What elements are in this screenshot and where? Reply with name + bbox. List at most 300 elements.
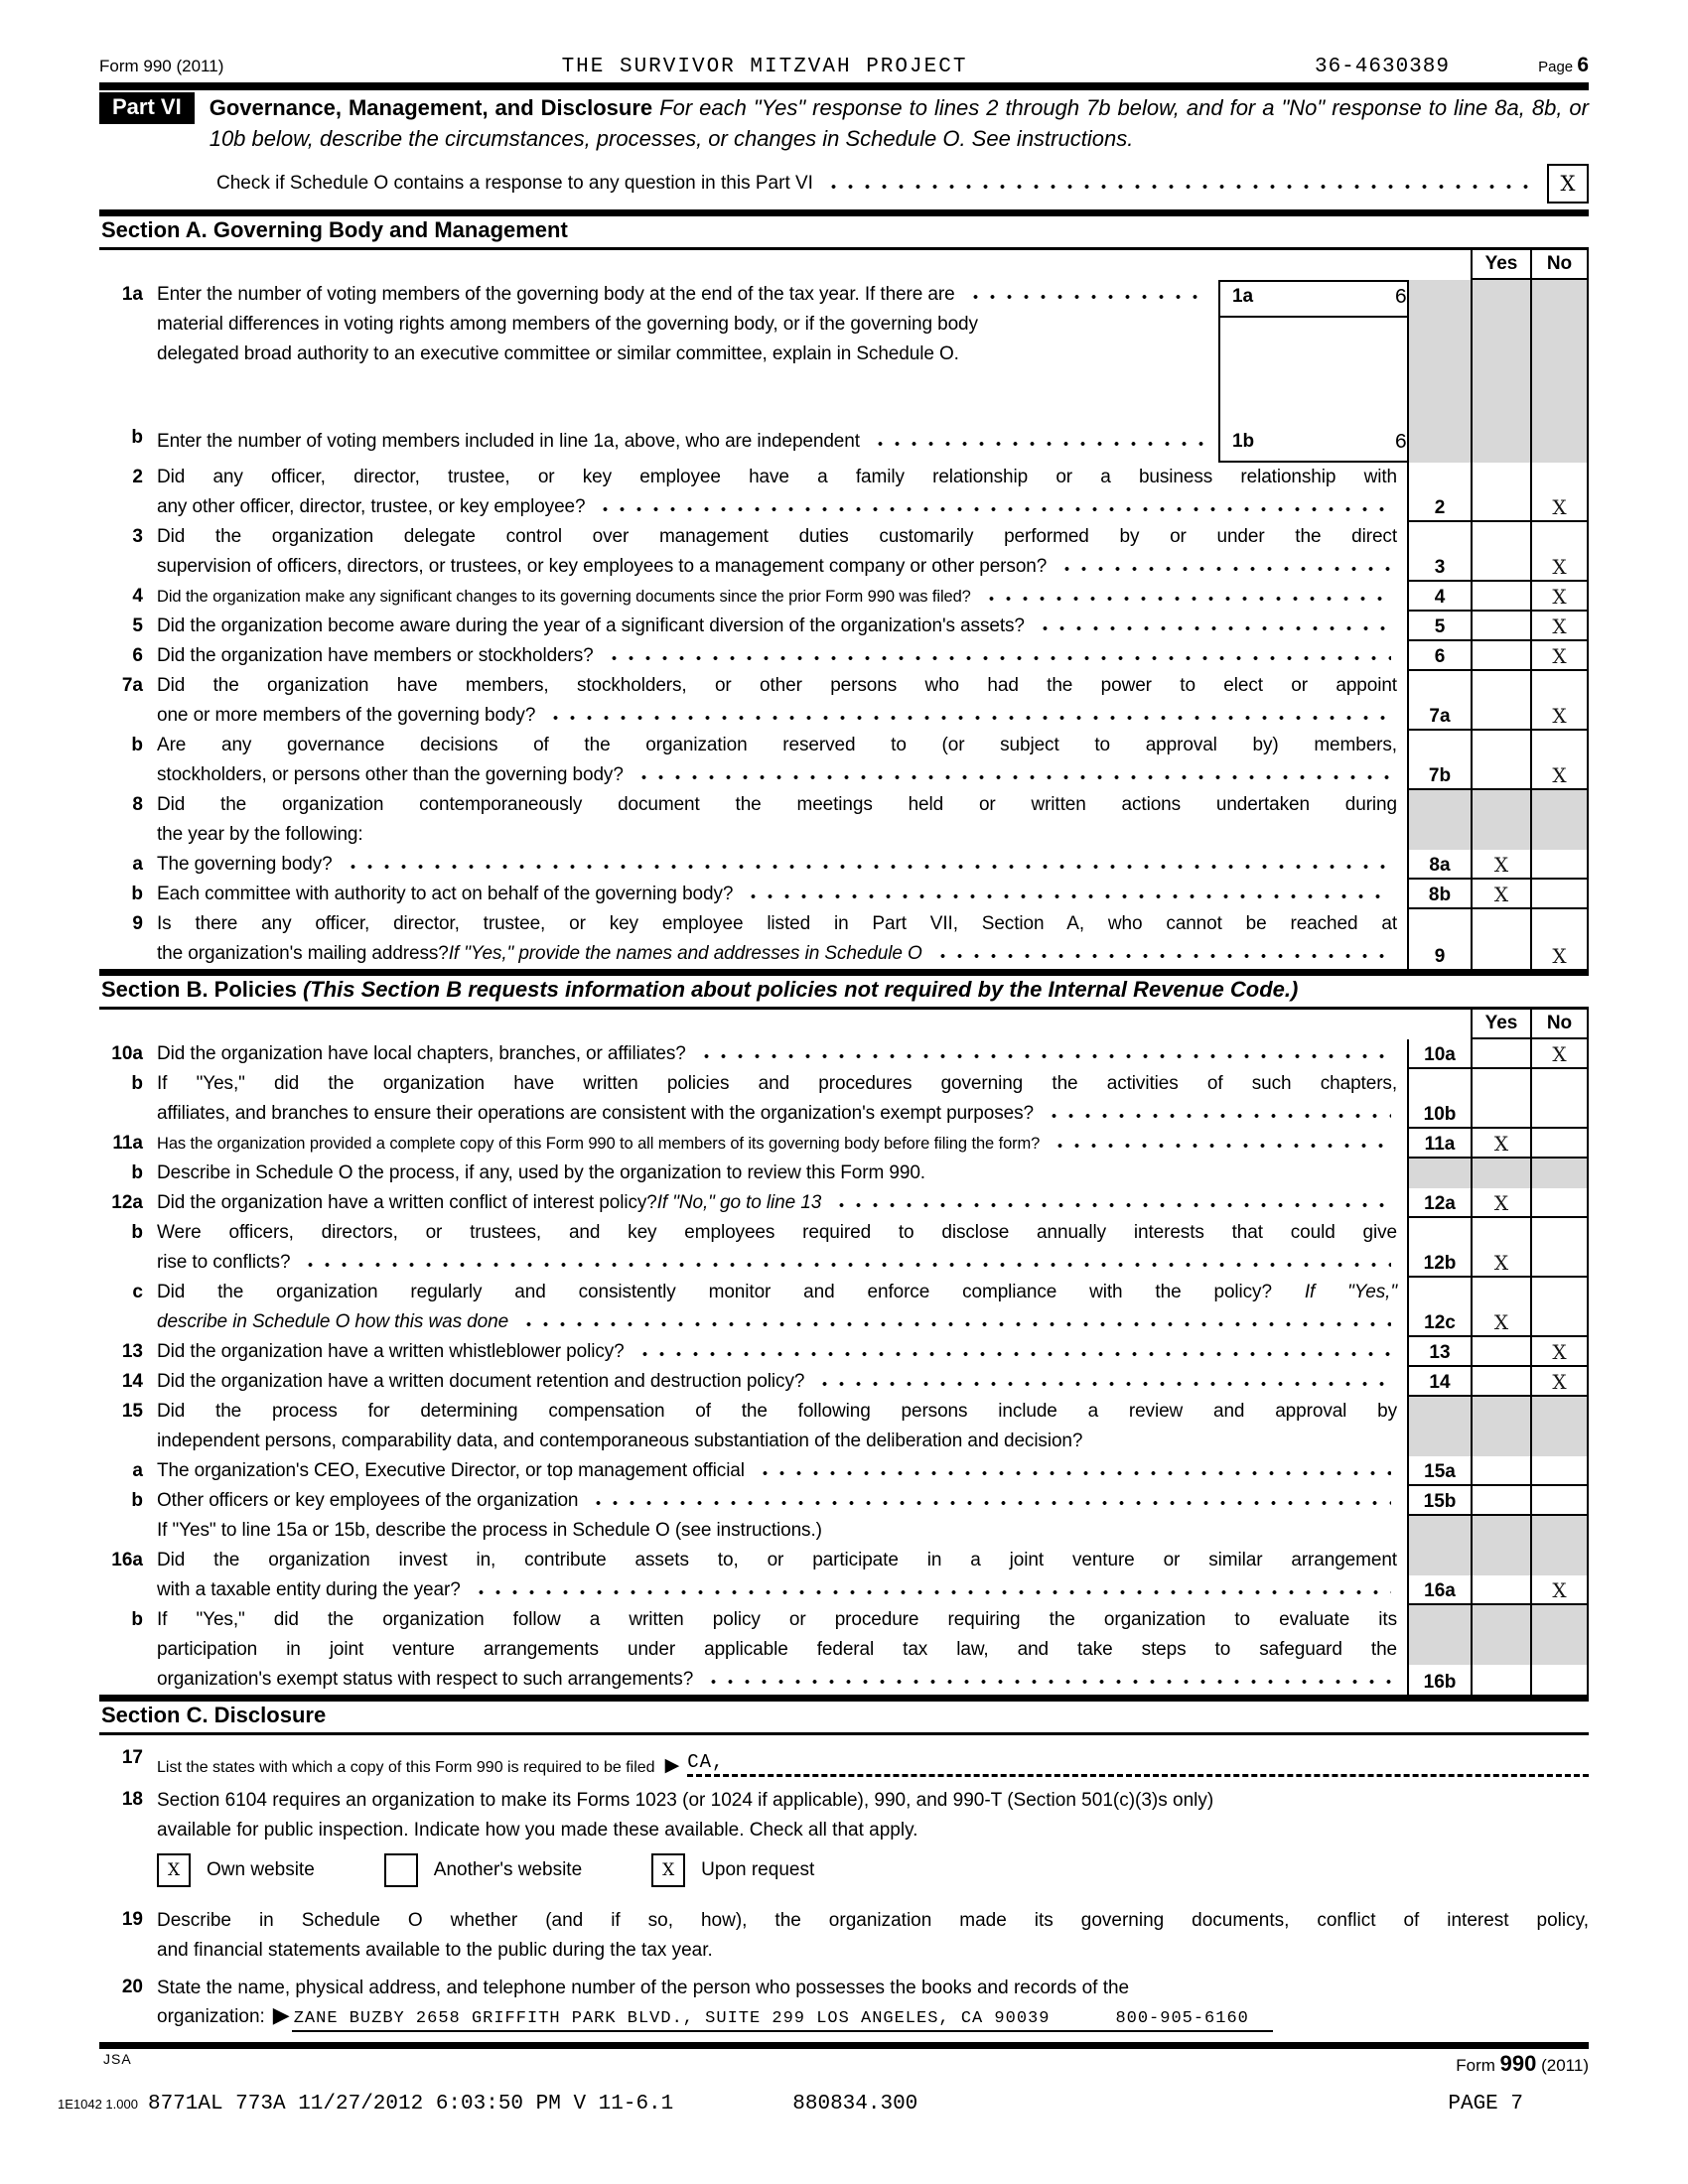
footer-page-label: PAGE 7 bbox=[1448, 2093, 1523, 2116]
no-answer-cell[interactable] bbox=[1530, 463, 1589, 522]
question-number-label: b bbox=[131, 1073, 143, 1094]
question-line bbox=[157, 280, 1210, 310]
question-line bbox=[157, 939, 1397, 969]
availability-checkbox-label: Upon request bbox=[701, 1859, 815, 1880]
yes-answer-cell[interactable] bbox=[1471, 1039, 1530, 1069]
no-answer-cell[interactable] bbox=[1530, 1605, 1589, 1665]
question-number-label: b bbox=[131, 1490, 143, 1511]
question-row bbox=[99, 1456, 1589, 1486]
x-mark: X bbox=[1552, 944, 1567, 968]
dot-leader bbox=[1056, 552, 1391, 582]
dot-leader bbox=[343, 850, 1391, 880]
question-text bbox=[157, 1486, 1407, 1516]
dot-leader bbox=[1035, 612, 1391, 641]
line-number-box bbox=[1407, 1159, 1471, 1188]
no-answer-cell[interactable] bbox=[1530, 731, 1589, 790]
organization-name: THE SURVIVOR MITZVAH PROJECT bbox=[561, 56, 968, 78]
yes-answer-cell[interactable] bbox=[1471, 612, 1530, 641]
x-mark: X bbox=[1552, 763, 1567, 787]
line-18-content bbox=[157, 1785, 1589, 1897]
question-number-label: 15 bbox=[121, 1401, 143, 1422]
question-row bbox=[99, 1605, 1589, 1665]
books-records-address[interactable]: ZANE BUZBY 2658 GRIFFITH PARK BLVD., SUITE 299 LOS ANGELES, CA 90039 bbox=[293, 2009, 1051, 2028]
schedule-o-check-text: Check if Schedule O contains a response to any question in this Part VI bbox=[216, 173, 813, 194]
question-text-segment: If "Yes," provide the names and addresses in Schedule O bbox=[448, 943, 922, 964]
question-number-label: b bbox=[131, 884, 143, 904]
dot-leader bbox=[1044, 1099, 1391, 1129]
yes-answer-cell[interactable] bbox=[1471, 1665, 1530, 1695]
no-answer-cell[interactable] bbox=[1530, 1218, 1589, 1278]
line-number-box: 10a bbox=[1407, 1039, 1471, 1069]
dot-leader bbox=[588, 1486, 1391, 1516]
question-number-label bbox=[99, 1665, 157, 1695]
question-line bbox=[157, 671, 1397, 701]
question-number-label: 4 bbox=[132, 586, 143, 607]
question-row bbox=[99, 612, 1589, 641]
section-a-title: Section A. Governing Body and Management bbox=[99, 209, 1589, 250]
line-19-content bbox=[157, 1905, 1589, 1965]
x-mark: X bbox=[1552, 704, 1567, 728]
footer-row-1 bbox=[99, 2049, 1589, 2077]
no-answer-cell[interactable] bbox=[1530, 1069, 1589, 1129]
yes-column-header: Yes bbox=[1471, 1010, 1530, 1039]
question-row bbox=[99, 1367, 1589, 1397]
question-line bbox=[157, 1218, 1397, 1248]
question-line bbox=[157, 909, 1397, 939]
question-text bbox=[157, 1278, 1407, 1337]
yes-answer-cell[interactable] bbox=[1471, 1129, 1530, 1159]
yes-answer-cell[interactable] bbox=[1471, 1188, 1530, 1218]
page-header bbox=[99, 54, 1589, 78]
question-text bbox=[157, 463, 1407, 522]
question-number-label: 13 bbox=[121, 1341, 143, 1362]
section-b-subtitle-text: (This Section B requests information about policies not required by the Internal Revenue Code.) bbox=[302, 977, 1299, 1002]
header-divider-bar bbox=[99, 82, 1589, 90]
x-mark: X bbox=[1552, 555, 1567, 579]
yes-answer-cell[interactable] bbox=[1471, 1605, 1530, 1665]
line-number-box: 4 bbox=[1407, 582, 1471, 612]
question-text-segment: Has the organization provided a complete copy of this Form 990 to all members of its governing body before filing the form? bbox=[157, 1135, 1041, 1153]
question-line bbox=[157, 760, 1397, 790]
question-line bbox=[157, 492, 1397, 522]
question-text bbox=[157, 641, 1407, 671]
question-line bbox=[157, 1486, 1397, 1516]
question-text-segment: The governing body? bbox=[157, 854, 333, 875]
line-19-label: 19 bbox=[121, 1909, 143, 1930]
no-answer-cell[interactable] bbox=[1530, 280, 1589, 463]
question-line bbox=[157, 731, 1397, 760]
form-number: 990 bbox=[1499, 2051, 1537, 2076]
question-line bbox=[157, 1635, 1397, 1665]
yes-answer-cell[interactable] bbox=[1471, 1159, 1530, 1188]
yes-answer-cell[interactable] bbox=[1471, 1516, 1530, 1546]
question-text-segment: material differences in voting rights among members of the governing body, or if the governing body bbox=[157, 314, 978, 335]
x-mark: X bbox=[1552, 1340, 1567, 1364]
line-number-box bbox=[1407, 280, 1471, 463]
question-row bbox=[99, 671, 1589, 731]
question-text-segment: Other officers or key employees of the organization bbox=[157, 1490, 579, 1511]
part-vi-title-block bbox=[195, 92, 1589, 154]
line-number-box bbox=[1407, 1516, 1471, 1546]
line-number-box: 16a bbox=[1407, 1575, 1471, 1605]
question-number-label: 7a bbox=[121, 675, 143, 696]
x-mark: X bbox=[1552, 585, 1567, 609]
yes-answer-cell[interactable] bbox=[1471, 1218, 1530, 1278]
question-row bbox=[99, 1188, 1589, 1218]
yes-answer-cell[interactable] bbox=[1471, 280, 1530, 463]
question-text-segment: independent persons, comparability data, and contemporaneous substantiation of the deliberation and decision? bbox=[157, 1431, 1083, 1451]
line-19 bbox=[99, 1905, 1589, 1965]
no-answer-cell[interactable] bbox=[1530, 522, 1589, 582]
no-answer-cell[interactable] bbox=[1530, 1665, 1589, 1695]
line-number-box: 14 bbox=[1407, 1367, 1471, 1397]
question-row bbox=[99, 1337, 1589, 1367]
no-answer-cell[interactable] bbox=[1530, 1039, 1589, 1069]
question-row bbox=[99, 880, 1589, 909]
no-answer-cell[interactable] bbox=[1530, 790, 1589, 850]
question-text bbox=[157, 1159, 1407, 1188]
dot-leader bbox=[300, 1248, 1391, 1278]
no-column-header: No bbox=[1530, 250, 1589, 280]
question-text bbox=[157, 1397, 1407, 1456]
question-row bbox=[99, 1486, 1589, 1516]
question-row bbox=[99, 909, 1589, 969]
question-text bbox=[157, 1367, 1407, 1397]
question-number-label: a bbox=[132, 854, 143, 875]
question-text bbox=[157, 1039, 1407, 1069]
yes-answer-cell[interactable] bbox=[1471, 1367, 1530, 1397]
question-text-segment: supervision of officers, directors, or trustees, or key employees to a management company or other person? bbox=[157, 556, 1048, 577]
question-line bbox=[157, 850, 1397, 880]
line-number-box: 10b bbox=[1407, 1069, 1471, 1129]
question-text-segment: Did the organization have a written document retention and destruction policy? bbox=[157, 1371, 805, 1392]
question-number-label: 2 bbox=[132, 467, 143, 487]
print-code: 1E1042 1.000 bbox=[58, 2097, 138, 2112]
form-signature bbox=[1456, 2051, 1589, 2077]
question-line bbox=[157, 880, 1397, 909]
question-number-label: c bbox=[132, 1282, 143, 1302]
question-text bbox=[157, 1605, 1407, 1665]
question-line bbox=[157, 1099, 1397, 1129]
question-text-segment: The organization's CEO, Executive Director, or top management official bbox=[157, 1460, 745, 1481]
question-text-segment: Did the organization regularly and consistently monitor and enforce compliance with the policy? bbox=[157, 1282, 1305, 1302]
dot-leader bbox=[633, 760, 1391, 790]
no-answer-cell[interactable] bbox=[1530, 850, 1589, 880]
books-records-phone[interactable]: 800-905-6160 bbox=[1115, 2009, 1249, 2028]
question-text-segment: Did the organization delegate control over management duties customarily performed by or under the direct bbox=[157, 526, 1397, 547]
question-text-segment: organization's exempt status with respect to such arrangements? bbox=[157, 1669, 694, 1690]
question-line bbox=[157, 1427, 1397, 1456]
no-answer-cell[interactable] bbox=[1530, 612, 1589, 641]
dot-leader bbox=[831, 1188, 1391, 1218]
no-column-header: No bbox=[1530, 1010, 1589, 1039]
availability-checkbox[interactable]: X bbox=[157, 1853, 191, 1887]
part-vi-title: Governance, Management, and Disclosure bbox=[209, 95, 653, 120]
question-text bbox=[157, 612, 1407, 641]
spacer bbox=[99, 1010, 157, 1039]
question-line bbox=[157, 790, 1397, 820]
question-number-label: 8 bbox=[132, 794, 143, 815]
no-answer-cell[interactable] bbox=[1530, 1456, 1589, 1486]
yes-answer-cell[interactable] bbox=[1471, 1575, 1530, 1605]
no-answer-cell[interactable] bbox=[1530, 1516, 1589, 1546]
no-answer-cell[interactable] bbox=[1530, 1486, 1589, 1516]
yes-answer-cell[interactable] bbox=[1471, 790, 1530, 850]
no-answer-cell[interactable] bbox=[1530, 1546, 1589, 1575]
section-a-rows bbox=[99, 280, 1589, 969]
question-line bbox=[157, 1665, 1397, 1695]
question-text-segment: Did the organization have a written conflict of interest policy? bbox=[157, 1192, 657, 1213]
yes-answer-cell[interactable] bbox=[1471, 909, 1530, 969]
question-row bbox=[99, 522, 1589, 582]
availability-checkbox-row bbox=[157, 1853, 1589, 1887]
question-line bbox=[157, 1188, 1397, 1218]
availability-checkbox-label: Another's website bbox=[433, 1859, 583, 1880]
line-number-box: 6 bbox=[1407, 641, 1471, 671]
question-number-label: a bbox=[132, 1460, 143, 1481]
line-number-box: 8a bbox=[1407, 850, 1471, 880]
line-17 bbox=[99, 1743, 1589, 1777]
yes-answer-cell[interactable] bbox=[1471, 1337, 1530, 1367]
dot-leader bbox=[604, 641, 1391, 671]
section-b-subtitle bbox=[303, 977, 1298, 1002]
question-text-segment: rise to conflicts? bbox=[157, 1252, 291, 1273]
question-text-segment: delegated broad authority to an executive committee or similar committee, explain in Schedule O. bbox=[157, 343, 959, 364]
line-number-box: 3 bbox=[1407, 522, 1471, 582]
entry-label: 1b bbox=[1232, 431, 1254, 452]
entry-1a bbox=[1220, 282, 1407, 318]
line-number-box: 11a bbox=[1407, 1129, 1471, 1159]
no-answer-cell[interactable] bbox=[1530, 1397, 1589, 1456]
question-number-label: b bbox=[131, 735, 143, 755]
question-row bbox=[99, 1129, 1589, 1159]
yes-answer-cell[interactable] bbox=[1471, 1397, 1530, 1456]
question-text-segment: Are any governance decisions of the organization reserved to (or subject to approval by) members, bbox=[157, 735, 1397, 755]
question-line bbox=[157, 1039, 1397, 1069]
question-line bbox=[157, 582, 1397, 612]
line-number-box: 13 bbox=[1407, 1337, 1471, 1367]
question-text-segment: stockholders, or persons other than the governing body? bbox=[157, 764, 624, 785]
yes-answer-cell[interactable] bbox=[1471, 1546, 1530, 1575]
line-18-text-1: Section 6104 requires an organization to make its Forms 1023 (or 1024 if applicable), 990, and 990-T (Section 501(c)(3)s only) bbox=[157, 1790, 1214, 1811]
question-line bbox=[157, 1307, 1397, 1337]
x-mark: X bbox=[1493, 883, 1509, 906]
x-mark: X bbox=[1493, 1251, 1509, 1275]
question-number-label bbox=[99, 1575, 157, 1605]
no-answer-cell[interactable] bbox=[1530, 671, 1589, 731]
entry-value[interactable]: 6 bbox=[1394, 432, 1407, 455]
no-answer-cell[interactable] bbox=[1530, 641, 1589, 671]
question-text-segment: participation in joint venture arrangements under applicable federal tax law, and take steps to safeguard the bbox=[157, 1639, 1397, 1660]
question-row bbox=[99, 582, 1589, 612]
yes-answer-cell[interactable] bbox=[1471, 731, 1530, 790]
states-value[interactable]: CA, bbox=[687, 1751, 725, 1773]
question-line bbox=[157, 1516, 1397, 1546]
yes-answer-cell[interactable] bbox=[1471, 1278, 1530, 1337]
question-number-label: 3 bbox=[132, 526, 143, 547]
arrow-right-icon: ▶ bbox=[272, 2002, 290, 2027]
dot-leader bbox=[965, 280, 1204, 310]
spacer bbox=[99, 250, 157, 280]
question-text-segment: describe in Schedule O how this was done bbox=[157, 1311, 509, 1332]
question-text-segment: one or more members of the governing body? bbox=[157, 705, 536, 726]
line-20-content bbox=[157, 1973, 1589, 2038]
question-text bbox=[157, 1218, 1407, 1278]
question-text bbox=[157, 671, 1407, 731]
dot-leader bbox=[696, 1039, 1391, 1069]
no-answer-cell[interactable] bbox=[1530, 909, 1589, 969]
x-mark: X bbox=[1493, 1310, 1509, 1334]
yes-answer-cell[interactable] bbox=[1471, 880, 1530, 909]
question-line bbox=[157, 1337, 1397, 1367]
arrow-right-icon: ▶ bbox=[664, 1755, 680, 1776]
question-text bbox=[157, 1575, 1407, 1605]
line-17-label: 17 bbox=[121, 1747, 143, 1768]
line-20 bbox=[99, 1973, 1589, 2038]
yes-answer-cell[interactable] bbox=[1471, 641, 1530, 671]
entry-value[interactable]: 6 bbox=[1394, 287, 1407, 310]
dot-leader bbox=[595, 492, 1391, 522]
spacer bbox=[1407, 1010, 1471, 1039]
question-row bbox=[99, 1546, 1589, 1575]
question-line bbox=[157, 1605, 1397, 1635]
schedule-o-check-line bbox=[216, 164, 1589, 204]
question-text-segment: Enter the number of voting members included in line 1a, above, who are independent bbox=[157, 431, 860, 452]
x-mark: X bbox=[1493, 1132, 1509, 1156]
question-text bbox=[157, 522, 1407, 582]
yes-answer-cell[interactable] bbox=[1471, 1069, 1530, 1129]
part-vi-subtitle-text: For each "Yes" response to lines 2 through 7b below, and for a "No" response to line 8a, 8b, or 10b below, describe the circumstances, processes, or changes in Schedule O. See instructions. bbox=[209, 95, 1589, 151]
availability-checkbox[interactable]: X bbox=[651, 1853, 685, 1887]
question-line bbox=[157, 1546, 1397, 1575]
question-text-segment: Did any officer, director, trustee, or key employee have a family relationship or a business relationship with bbox=[157, 467, 1397, 487]
question-line bbox=[157, 641, 1397, 671]
line-number-box bbox=[1407, 1397, 1471, 1456]
no-answer-cell[interactable] bbox=[1530, 582, 1589, 612]
dot-leader bbox=[471, 1575, 1391, 1605]
yes-answer-cell[interactable] bbox=[1471, 671, 1530, 731]
question-text-segment: any other officer, director, trustee, or key employee? bbox=[157, 496, 586, 517]
no-answer-cell[interactable] bbox=[1530, 1159, 1589, 1188]
question-line bbox=[157, 1397, 1397, 1427]
no-answer-cell[interactable] bbox=[1530, 1278, 1589, 1337]
question-text bbox=[157, 582, 1407, 612]
question-text-segment: If "Yes," bbox=[1304, 1282, 1397, 1302]
line-number-box: 7a bbox=[1407, 671, 1471, 731]
question-text bbox=[157, 1069, 1407, 1129]
part-vi-header bbox=[99, 92, 1589, 154]
question-row bbox=[99, 1278, 1589, 1337]
line-19-text-1: Describe in Schedule O whether (and if so, how), the organization made its governing documents, conflict of interest policy, bbox=[157, 1910, 1589, 1931]
question-row bbox=[99, 1159, 1589, 1188]
form-prefix: Form bbox=[1456, 2056, 1495, 2075]
question-text-segment: Is there any officer, director, trustee, or key employee listed in Part VII, Section A, who cannot be reached at bbox=[157, 913, 1397, 934]
question-row bbox=[99, 1039, 1589, 1069]
footer-row-2 bbox=[58, 2093, 1589, 2116]
question-text bbox=[157, 909, 1407, 969]
question-line bbox=[157, 612, 1397, 641]
question-text-segment: Did the organization have members or stockholders? bbox=[157, 645, 594, 666]
dot-leader bbox=[870, 427, 1204, 457]
no-answer-cell[interactable] bbox=[1530, 1129, 1589, 1159]
question-row bbox=[99, 1069, 1589, 1129]
question-line bbox=[157, 552, 1397, 582]
yes-answer-cell[interactable] bbox=[1471, 582, 1530, 612]
yes-answer-cell[interactable] bbox=[1471, 850, 1530, 880]
line-number-box: 12b bbox=[1407, 1218, 1471, 1278]
line-number-box: 9 bbox=[1407, 909, 1471, 969]
line-number-box bbox=[1407, 1546, 1471, 1575]
yes-no-header-a bbox=[99, 250, 1589, 280]
question-line bbox=[157, 463, 1397, 492]
question-text-segment: Enter the number of voting members of the governing body at the end of the tax year. If there are bbox=[157, 284, 955, 305]
question-line bbox=[157, 427, 1210, 457]
no-answer-cell[interactable] bbox=[1530, 1367, 1589, 1397]
line-number-box: 16b bbox=[1407, 1665, 1471, 1695]
x-mark: X bbox=[1552, 1578, 1567, 1602]
line-number-box: 8b bbox=[1407, 880, 1471, 909]
line-number-box: 15b bbox=[1407, 1486, 1471, 1516]
x-mark: X bbox=[1493, 853, 1509, 877]
yes-answer-cell[interactable] bbox=[1471, 463, 1530, 522]
yes-answer-cell[interactable] bbox=[1471, 1486, 1530, 1516]
schedule-o-checkbox[interactable]: X bbox=[1547, 164, 1589, 204]
dot-leader bbox=[518, 1307, 1391, 1337]
organization-prefix: organization: bbox=[157, 2006, 265, 2027]
question-row bbox=[99, 1397, 1589, 1456]
question-line bbox=[157, 340, 1210, 369]
question-text-segment: Did the organization have members, stockholders, or other persons who had the power to elect or appoint bbox=[157, 675, 1397, 696]
question-text bbox=[157, 1456, 1407, 1486]
question-text-segment: Did the organization make any significant changes to its governing documents since the prior Form 990 was filed? bbox=[157, 588, 971, 606]
question-text-segment: the year by the following: bbox=[157, 824, 363, 845]
section-c-title: Section C. Disclosure bbox=[99, 1695, 1589, 1735]
line-number-box: 2 bbox=[1407, 463, 1471, 522]
line-20-text-2 bbox=[157, 2002, 1589, 2038]
question-row bbox=[99, 1575, 1589, 1605]
spacer bbox=[157, 1010, 1407, 1039]
yes-answer-cell[interactable] bbox=[1471, 522, 1530, 582]
line-17-text: List the states with which a copy of this Form 990 is required to be filed bbox=[157, 1759, 655, 1776]
x-mark: X bbox=[1552, 1370, 1567, 1394]
question-number-label: 12a bbox=[111, 1192, 143, 1213]
line-20-label: 20 bbox=[121, 1977, 143, 1997]
question-text bbox=[157, 1546, 1407, 1575]
line-18-label: 18 bbox=[121, 1789, 143, 1810]
yes-no-header-b bbox=[99, 1010, 1589, 1039]
question-number-label bbox=[99, 1516, 157, 1546]
availability-checkbox[interactable] bbox=[384, 1853, 418, 1887]
states-entry-line bbox=[687, 1751, 1589, 1777]
question-number-label bbox=[99, 280, 157, 463]
yes-answer-cell[interactable] bbox=[1471, 1456, 1530, 1486]
x-mark: X bbox=[1493, 1191, 1509, 1215]
no-answer-cell[interactable] bbox=[1530, 880, 1589, 909]
dot-leader bbox=[823, 164, 1533, 204]
spacer bbox=[1407, 250, 1471, 280]
question-line bbox=[157, 1069, 1397, 1099]
dot-leader bbox=[634, 1337, 1391, 1367]
line-number-box: 7b bbox=[1407, 731, 1471, 790]
label-1a: 1a bbox=[121, 284, 143, 305]
question-line bbox=[157, 1575, 1397, 1605]
no-answer-cell[interactable] bbox=[1530, 1188, 1589, 1218]
job-number: 880834.300 bbox=[792, 2093, 918, 2116]
no-answer-cell[interactable] bbox=[1530, 1337, 1589, 1367]
line-18-text-2: available for public inspection. Indicate how you made these available. Check all that apply. bbox=[157, 1820, 918, 1841]
no-answer-cell[interactable] bbox=[1530, 1575, 1589, 1605]
question-number-label: 10a bbox=[111, 1043, 143, 1064]
